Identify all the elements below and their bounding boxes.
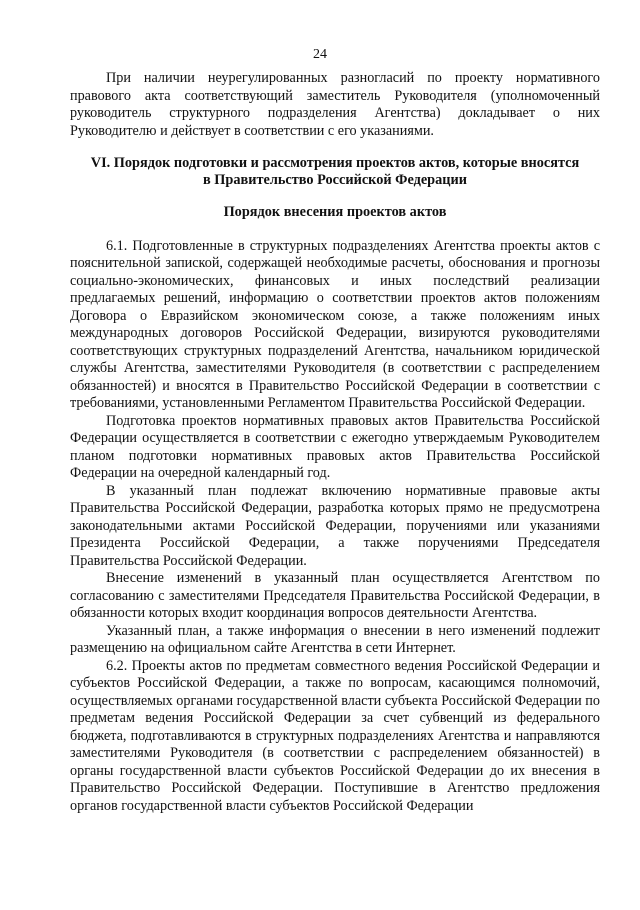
paragraph-plan-changes: Внесение изменений в указанный план осуществляется Агентством по согласованию с заместителями Председателя Правительства Российской Федерации, в обязанности которых входит координация вопросов деятельности Агентства.: [70, 570, 600, 621]
paragraph-plan-inclusion: В указанный план подлежат включению нормативные правовые акты Правительства Российской Федерации, разработка которых прямо не предусмотрена законодательными актами Российской Федерации, поручениями или указаниями Президента Российской Федерации, а также поручениями Председателя Правительства Российской Федерации.: [70, 482, 600, 569]
subsection-heading: Порядок внесения проектов актов: [223, 204, 447, 220]
paragraph-plan-publication: Указанный план, а также информация о внесении в него изменений подлежит размещению на официальном сайте Агентства в сети Интернет.: [70, 622, 600, 656]
document-body: [70, 70, 600, 815]
paragraph-6-1: 6.1. Подготовленные в структурных подразделениях Агентства проекты актов с пояснительной запиской, содержащей необходимые расчеты, обоснования и прогнозы социально-экономических, финансовых и иных последствий реализации предлагаемых решений, информацию о соответствии проектов актов положениям Договора о Евразийском экономическом союзе, а также положениям иных международных договоров Российской Федерации, визируются руководителями соответствующих структурных подразделений Агентства, начальником юридической службы Агентства, заместителями Руководителя (в соответствии с распределением обязанностей) и вносятся в Правительство Российской Федерации в соответствии с требованиями, установленными Регламентом Правительства Российской Федерации.: [70, 237, 600, 411]
section-heading-line-2: в Правительство Российской Федерации: [202, 172, 467, 188]
page-number: 24: [313, 47, 327, 62]
paragraph-plan-preparation: Подготовка проектов нормативных правовых актов Правительства Российской Федерации осуществляется в соответствии с ежегодно утверждаемым Руководителем планом подготовки нормативных правовых актов Правительства Российской Федерации на очередной календарный год.: [70, 412, 600, 481]
paragraph-disagreements: При наличии неурегулированных разногласий по проекту нормативного правового акта соответствующий заместитель Руководителя (уполномоченный руководитель структурного подразделения Агентства) докладывает о них Руководителю и действует в соответствии с его указаниями.: [70, 70, 600, 139]
paragraph-6-2: 6.2. Проекты актов по предметам совместного ведения Российской Федерации и субъектов Российской Федерации, а также по вопросам, касающимся полномочий, осуществляемых органами государственной власти субъекта Российской Федерации по предметам ведения Российской Федерации за счет субвенций из федерального бюджета, подготавливаются в структурных подразделениях Агентства и направляются заместителями Руководителя (в соответствии с распределением обязанностей) в органы государственной власти субъектов Российской Федерации до их внесения в Правительство Российской Федерации. Поступившие в Агентство предложения органов государственной власти субъектов Российской Федерации: [70, 657, 600, 814]
section-heading-vi: [70, 155, 600, 189]
section-heading-line-1: VI. Порядок подготовки и рассмотрения проектов актов, которые вносятся: [90, 155, 580, 171]
